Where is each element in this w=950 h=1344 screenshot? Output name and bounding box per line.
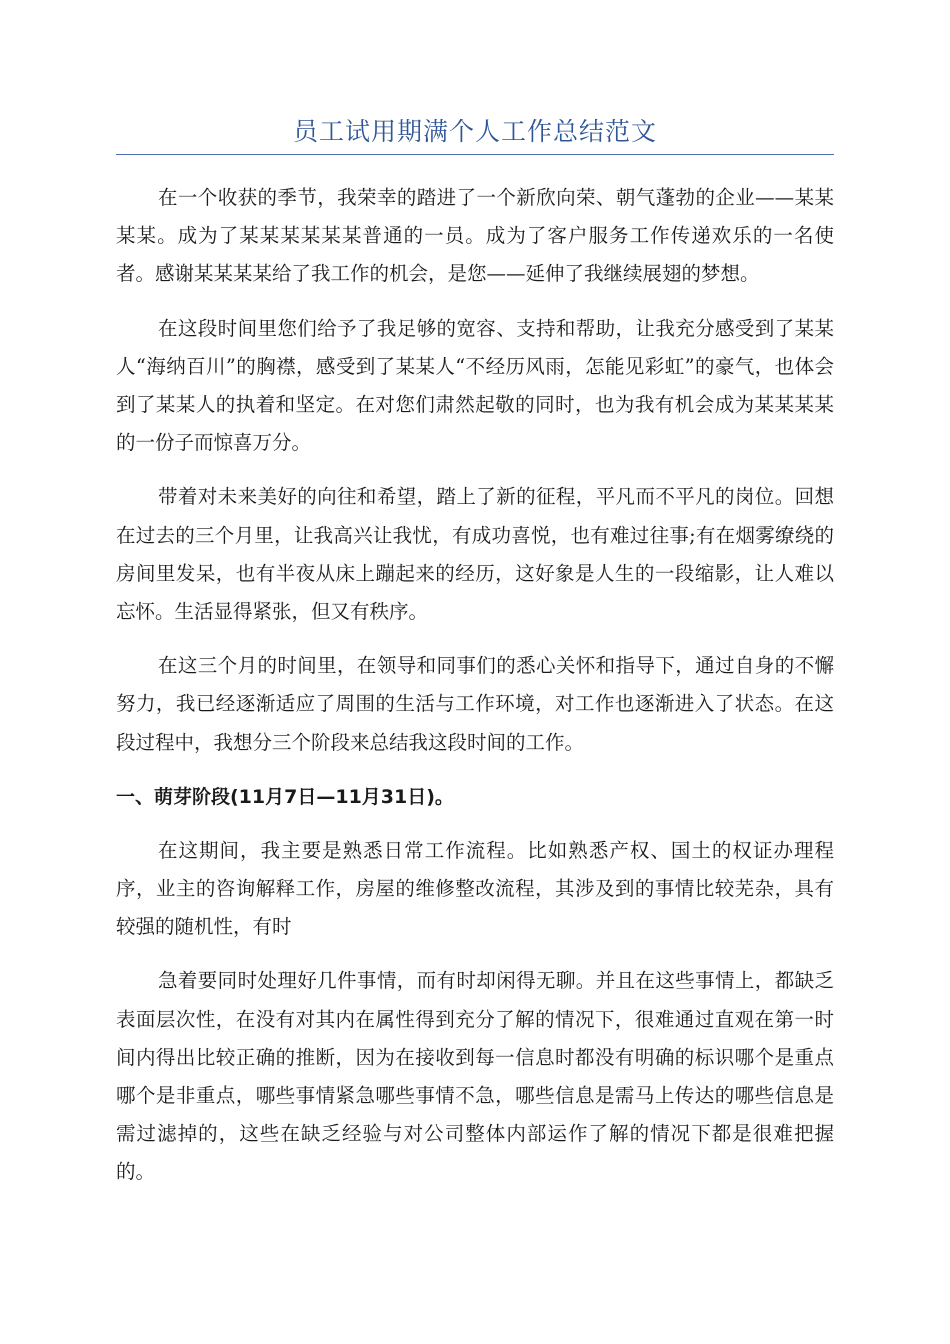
section-paragraph-1: 在这期间，我主要是熟悉日常工作流程。比如熟悉产权、国土的权证办理程序，业主的咨询解释工作，房屋的维修整改流程，其涉及到的事情比较芜杂，具有较强的随机性，有时 — [116, 838, 834, 939]
paragraph-4: 在这三个月的时间里，在领导和同事们的悉心关怀和指导下，通过自身的不懈努力，我已经逐渐适应了周围的生活与工作环境，对工作也逐渐进入了状态。在这段过程中，我想分三个阶段来总结我这段时间的工作。 — [116, 654, 834, 754]
title-underline — [116, 154, 834, 155]
paragraph-2: 在这段时间里您们给予了我足够的宽容、支持和帮助，让我充分感受到了某某人“海纳百川”的胸襟，感受到了某某人“不经历风雨，怎能见彩虹”的豪气，也体会到了某某人的执着和坚定。在对您们肃然起敬的同时，也为我有机会成为某某某某的一份子而惊喜万分。 — [116, 316, 834, 455]
document-page — [116, 0, 834, 1192]
document-title: 员工试用期满个人工作总结范文 — [292, 117, 657, 146]
section-heading: 一、萌芽阶段(11月7日—11月31日)。 — [116, 785, 454, 808]
section-paragraph-2: 急着要同时处理好几件事情，而有时却闲得无聊。并且在这些事情上，都缺乏表面层次性，在没有对其内在属性得到充分了解的情况下，很难通过直观在第一时间内得出比较正确的推断，因为在接收到每一信息时都没有明确的标识哪个是重点哪个是非重点，哪些事情紧急哪些事情不急，哪些信息是需马上传达的哪些信息是需过滤掉的，这些在缺乏经验与对公司整体内部运作了解的情况下都是很难把握的。 — [116, 969, 834, 1184]
paragraph-1: 在一个收获的季节，我荣幸的踏进了一个新欣向荣、朝气蓬勃的企业——某某某某。成为了某某某某某某普通的一员。成为了客户服务工作传递欢乐的一名使者。感谢某某某某给了我工作的机会，是您——延伸了我继续展翅的梦想。 — [116, 186, 834, 286]
paragraph-3: 带着对未来美好的向往和希望，踏上了新的征程，平凡而不平凡的岗位。回想在过去的三个月里，让我高兴让我忧，有成功喜悦，也有难过往事;有在烟雾缭绕的房间里发呆，也有半夜从床上蹦起来的经历，这好象是人生的一段缩影，让人难以忘怀。生活显得紧张，但又有秩序。 — [116, 485, 834, 624]
